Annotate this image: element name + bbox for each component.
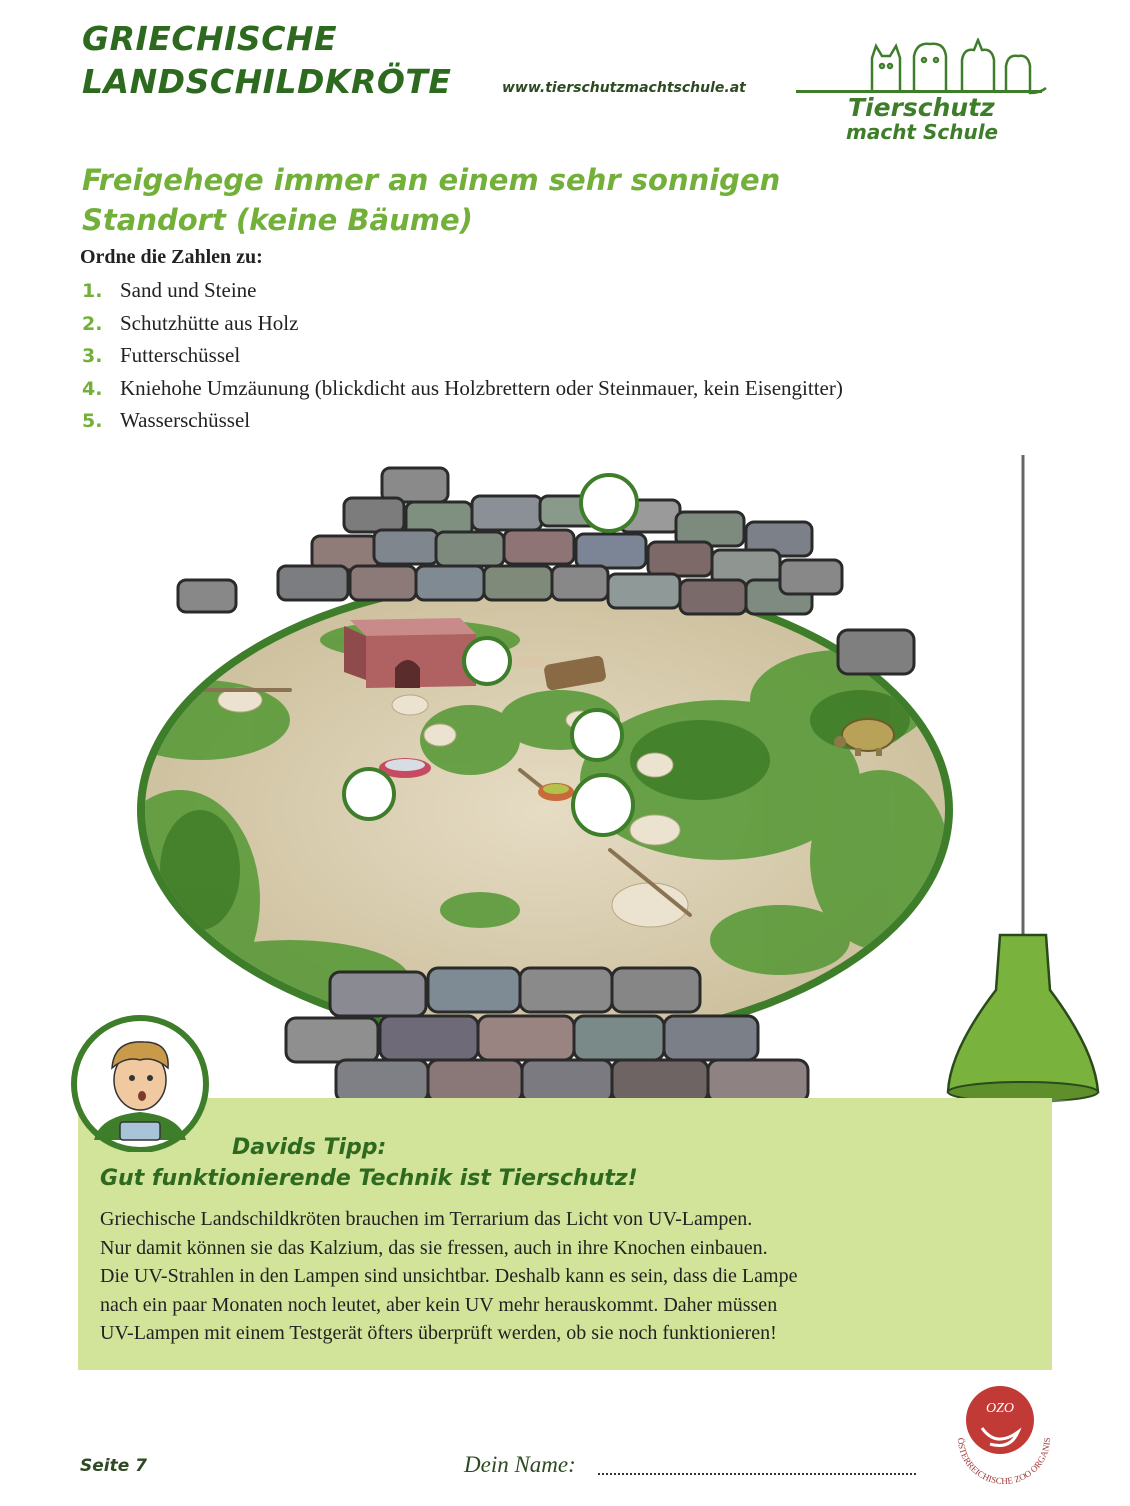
- list-number: 2.: [82, 312, 103, 335]
- tip-line: Griechische Landschildkröten brauchen im Terrarium das Licht von UV-Lampen.: [100, 1208, 753, 1230]
- list-number: 5.: [82, 410, 103, 433]
- answer-circle: [464, 638, 510, 684]
- ozo-logo: [946, 1378, 1066, 1493]
- tip-subtitle: Gut funktionierende Technik ist Tierschutz!: [100, 1166, 638, 1191]
- list-number: 4.: [82, 377, 103, 400]
- tip-title: Davids Tipp:: [232, 1135, 387, 1160]
- list-item: [82, 376, 843, 409]
- tip-line: nach ein paar Monaten noch leutet, aber kein UV mehr herauskommt. Daher müssen: [100, 1293, 778, 1316]
- ozo-logo-text: OZO: [986, 1401, 1015, 1416]
- logo-text-macht-schule: macht Schule: [846, 120, 999, 144]
- answer-circle: [581, 475, 637, 531]
- task-instruction: Ordne die Zahlen zu:: [80, 246, 263, 268]
- list-item: [82, 311, 843, 344]
- ozo-org-text: ÖSTERREICHISCHE ZOO ORGANIS: [955, 1437, 1053, 1487]
- list-text: Schutzhütte aus Holz: [120, 310, 299, 335]
- list-item: [82, 278, 843, 311]
- name-field[interactable]: [598, 1473, 916, 1475]
- list-number: 3.: [82, 345, 103, 368]
- list-item: [82, 343, 843, 376]
- tip-line: Nur damit können sie das Kalzium, das sie fressen, auch in ihre Knochen einbauen.: [100, 1236, 768, 1259]
- tip-text: [100, 1205, 1040, 1348]
- page-number: Seite 7: [80, 1456, 148, 1476]
- title-line-2: LANDSCHILDKRÖTE: [82, 62, 452, 101]
- tip-line: Die UV-Strahlen in den Lampen sind unsichtbar. Deshalb kann es sein, dass die Lampe: [100, 1265, 798, 1288]
- answer-circle: [344, 769, 394, 819]
- list-number: 1.: [82, 280, 103, 302]
- website-url[interactable]: www.tierschutzmachtschule.at: [502, 80, 746, 96]
- tip-line: UV-Lampen mit einem Testgerät öfters überprüft werden, ob sie noch funktionieren!: [100, 1322, 777, 1345]
- answer-circle: [572, 710, 622, 760]
- list-text: Sand und Steine: [120, 278, 257, 302]
- list-text: Wasserschüssel: [120, 408, 251, 433]
- uv-lamp-icon: [948, 455, 1098, 1120]
- title-line-1: GRIECHISCHE: [82, 19, 338, 58]
- list-text: Futterschüssel: [120, 343, 241, 368]
- list-text: Kniehohe Umzäunung (blickdicht aus Holzbrettern oder Steinmauer, kein Eisengitter): [120, 375, 843, 400]
- name-label: Dein Name:: [464, 1452, 576, 1477]
- logo-text-tierschutz: Tierschutz: [848, 93, 995, 122]
- shelter-hut: [344, 618, 476, 688]
- david-avatar: [54, 1012, 234, 1157]
- task-list: [82, 278, 843, 441]
- answer-circle: [573, 775, 633, 835]
- heading-line-1: Freigehege immer an einem sehr sonnigen: [82, 163, 781, 197]
- heading-line-2: Standort (keine Bäume): [82, 203, 473, 237]
- list-item: [82, 408, 843, 441]
